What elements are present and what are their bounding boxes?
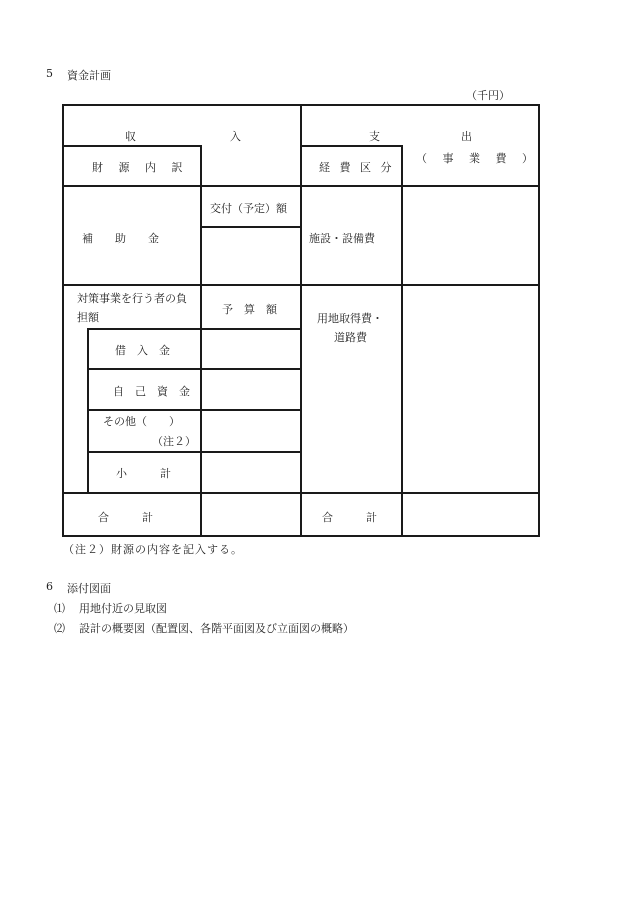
- subsidy-label: 補 助 金: [82, 232, 159, 245]
- subtotal-value[interactable]: [205, 457, 295, 487]
- funding-breakdown-header: 財 源 内 訳: [92, 161, 189, 174]
- land-cost-value[interactable]: [406, 290, 534, 488]
- subsidy-row-bottom: [62, 284, 540, 286]
- table-border-right: [538, 104, 540, 537]
- attachment-item-1-text: 用地付近の見取図: [79, 602, 167, 615]
- attachment-item-1-marker: ⑴: [54, 602, 65, 615]
- own-funds-value[interactable]: [205, 374, 295, 404]
- grant-amount-label: 交付（予定）額: [210, 202, 287, 215]
- grant-amount-divider: [200, 226, 302, 228]
- subtotal-label: 小 計: [116, 467, 171, 480]
- facility-cost-value[interactable]: [406, 190, 534, 280]
- col-divider-income-expense: [300, 104, 302, 537]
- attachment-item-2-text: 設計の概要図（配置図、各階平面図及び立面図の概略）: [79, 622, 354, 635]
- project-cost-header: （ 事 業 費 ）: [416, 152, 539, 165]
- facility-cost-label: 施設・設備費: [309, 232, 375, 245]
- land-cost-line2: 道路費: [334, 331, 367, 344]
- burden-label-line1: 対策事業を行う者の負: [77, 292, 187, 305]
- note-2: （注２）財源の内容を記入する。: [63, 543, 243, 556]
- grant-amount-value[interactable]: [205, 240, 295, 270]
- other-label-line1: その他（ ）: [103, 415, 180, 428]
- loan-value[interactable]: [205, 333, 295, 363]
- unit-label: （千円）: [466, 89, 510, 102]
- expense-header-left: 支: [369, 130, 380, 143]
- land-cost-line1: 用地取得費・: [317, 312, 383, 325]
- section-5-number: 5: [46, 67, 53, 80]
- burden-label-line2: 担額: [77, 311, 99, 324]
- section-6-title: 添付図面: [67, 582, 111, 595]
- col-divider-expense-mid: [401, 146, 403, 537]
- total-left-label: 合 計: [98, 511, 153, 524]
- income-header-right: 入: [230, 130, 241, 143]
- header-bottom: [62, 185, 540, 187]
- other-value[interactable]: [205, 415, 295, 445]
- total-right-label: 合 計: [322, 511, 377, 524]
- header-subrow-right: [300, 145, 403, 147]
- burden-row-3: [87, 409, 302, 411]
- burden-row-4: [87, 451, 302, 453]
- other-label-line2: （注２）: [152, 435, 196, 448]
- burden-inner-left: [87, 328, 89, 494]
- burden-row-1: [87, 328, 302, 330]
- total-left-value[interactable]: [205, 498, 295, 530]
- income-header-left: 収: [125, 130, 136, 143]
- total-right-value[interactable]: [406, 498, 534, 530]
- loan-label: 借 入 金: [115, 344, 170, 357]
- attachment-item-2-marker: ⑵: [54, 622, 65, 635]
- burden-row-2: [87, 368, 302, 370]
- own-funds-label: 自 己 資 金: [113, 385, 190, 398]
- total-row-top: [62, 492, 540, 494]
- col-divider-income-mid: [200, 146, 202, 537]
- header-subrow-left: [62, 145, 202, 147]
- expense-header-right: 出: [461, 130, 472, 143]
- budget-amount-header: 予 算 額: [222, 303, 277, 316]
- cost-category-header: 経 費 区 分: [319, 161, 395, 174]
- section-6-number: 6: [46, 580, 53, 593]
- section-5-title: 資金計画: [67, 69, 111, 82]
- table-border-left: [62, 104, 64, 537]
